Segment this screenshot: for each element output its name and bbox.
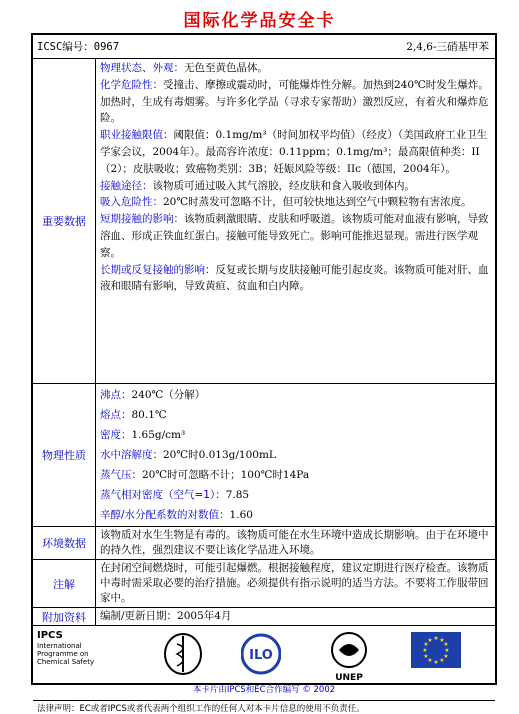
logos-row: [33, 626, 495, 701]
chemical-name: 2,4,6-三硝基甲苯: [406, 41, 489, 53]
item-text: 该物质刺激眼睛、皮肤和呼吸道。该物质可能对血液有影响，导致溶血、形成正铁血红蛋白。接触可能导致死亡。影响可能推迟显现。需进行医学观察。: [100, 213, 489, 259]
item-text: 该物质可通过吸入其气溶胶，经皮肤和食入吸收到体内。: [152, 179, 415, 192]
svg-text:★: ★: [443, 653, 449, 660]
item-heading: 长期或反复接触的影响：: [100, 263, 216, 276]
imp-item: [100, 211, 492, 261]
phy-item: [100, 485, 492, 505]
svg-text:★: ★: [439, 637, 445, 644]
phy-item: [100, 445, 492, 465]
svg-text:★: ★: [439, 657, 445, 664]
credit-line: 本卡片由IPCS和EC合作编写 © 2002: [192, 685, 336, 695]
physical-content: [97, 384, 495, 526]
item-text: 受撞击、摩擦或震动时，可能爆炸性分解。加热到240℃时发生爆炸。加热时，生成有毒烟雾。与许多化学品（寻求专家帮助）激烈反应，有着火和爆炸危险。: [100, 78, 489, 125]
item-heading: 沸点：: [100, 389, 132, 401]
item-text: 20℃时0.013g/100mL: [163, 449, 276, 461]
header-row: [33, 35, 495, 59]
svg-text:ILO: ILO: [249, 648, 273, 663]
extra-label: 附加资料: [33, 608, 96, 625]
item-heading: 吸入危险性：: [100, 196, 163, 209]
item-text: 反复或长期与皮肤接触可能引起皮炎。该物质可能对肝、血液和眼睛有影响，导致黄疸、贫血和白内障。: [100, 263, 489, 293]
physical-label: 物理性质: [33, 384, 96, 526]
legal-statement: 法律声明：EC或者IPCS或者代表两个组织工作的任何人对本卡片信息的使用不负责任。: [37, 704, 365, 714]
svg-text:★: ★: [422, 647, 428, 654]
eu-flag-icon: [411, 632, 461, 668]
imp-item: [100, 77, 492, 127]
notes-text: 在封闭空间燃烧时，可能引起爆燃。根据接触程度，建议定期进行医疗检查。该物质中毒时需采取必要的治疗措施。必须提供有指示说明的适当方法。不要将工作服带回家中。: [100, 562, 489, 604]
item-heading: 熔点：: [100, 409, 132, 421]
notes-label: 注解: [33, 560, 96, 607]
imp-item: [100, 194, 492, 211]
imp-item: [100, 127, 492, 177]
imp-item: [100, 178, 492, 195]
item-heading: 职业接触限值：: [100, 129, 174, 142]
svg-text:★: ★: [443, 641, 449, 648]
phy-item: [100, 465, 492, 485]
item-heading: 密度：: [100, 429, 132, 441]
item-text: 1.60: [229, 509, 253, 521]
phy-item: [100, 405, 492, 425]
svg-text:★: ★: [423, 653, 429, 660]
item-heading: 物理状态、外观：: [100, 62, 184, 74]
ipcs-logo: IPCS International Programme on Chemical Safety: [37, 630, 95, 666]
svg-text:★: ★: [427, 657, 433, 664]
svg-text:★: ★: [423, 641, 429, 648]
item-text: 240℃（分解）: [131, 389, 206, 401]
item-heading: 短期接触的影响：: [100, 213, 184, 226]
who-emblem-icon: [163, 632, 203, 676]
physical-row: [33, 384, 495, 527]
ilo-emblem-icon: [241, 632, 281, 676]
svg-text:★: ★: [433, 659, 439, 666]
unep-emblem-icon: [327, 630, 371, 682]
notes-row: [33, 560, 495, 608]
item-text: 无色至黄色晶体。: [184, 62, 268, 74]
svg-text:★: ★: [444, 647, 450, 654]
item-heading: 蒸气压：: [100, 469, 142, 481]
svg-text:UNEP: UNEP: [335, 673, 363, 682]
item-text: 阈限值：0.1mg/m³（时间加权平均值）（经皮）（美国政府工业卫生学家会议，2004年）。最高容许浓度：0.11ppm；0.1mg/m³；最高限值种类：II（2）；皮肤吸收；致癌物类别：3B；妊娠风险等级：IIc（德国，2004年）。: [100, 129, 488, 175]
item-heading: 化学危险性：: [100, 78, 163, 91]
item-text: 20℃时蒸发可忽略不计，但可较快地达到空气中颗粒物有害浓度。: [163, 196, 472, 209]
item-text: 80.1℃: [131, 409, 167, 421]
phy-item: [100, 385, 492, 405]
item-heading: 辛醇/水分配系数的对数值：: [100, 509, 230, 521]
item-heading: 水中溶解度：: [100, 449, 163, 461]
item-heading: 蒸气相对密度（空气=1）：: [100, 489, 226, 501]
item-heading: 接触途径：: [100, 179, 153, 192]
important-content: [97, 59, 495, 383]
icsc-number: ICSC编号：0967: [37, 41, 120, 53]
environment-label: 环境数据: [33, 527, 96, 559]
important-label: 重要数据: [33, 59, 96, 383]
environment-text: 该物质对水生生物是有毒的。该物质可能在水生环境中造成长期影响。由于在环境中的持久性，强烈建议不要让该化学品进入环境。: [100, 529, 489, 556]
safety-card: [31, 33, 497, 714]
item-text: 1.65g/cm³: [131, 429, 186, 441]
svg-text:★: ★: [433, 635, 439, 642]
imp-item: [100, 60, 492, 77]
svg-text:★: ★: [427, 637, 433, 644]
phy-item: [100, 425, 492, 445]
item-text: 7.85: [225, 489, 250, 501]
imp-item: [100, 262, 492, 296]
extra-text: 编制/更新日期：2005年4月: [100, 610, 232, 622]
phy-item: [100, 505, 492, 525]
important-row: [33, 59, 495, 384]
item-text: 20℃时可忽略不计；100℃时14Pa: [142, 469, 310, 481]
environment-row: [33, 527, 495, 560]
extra-row: [33, 608, 495, 626]
card-title: 国际化学品安全卡: [183, 11, 336, 31]
